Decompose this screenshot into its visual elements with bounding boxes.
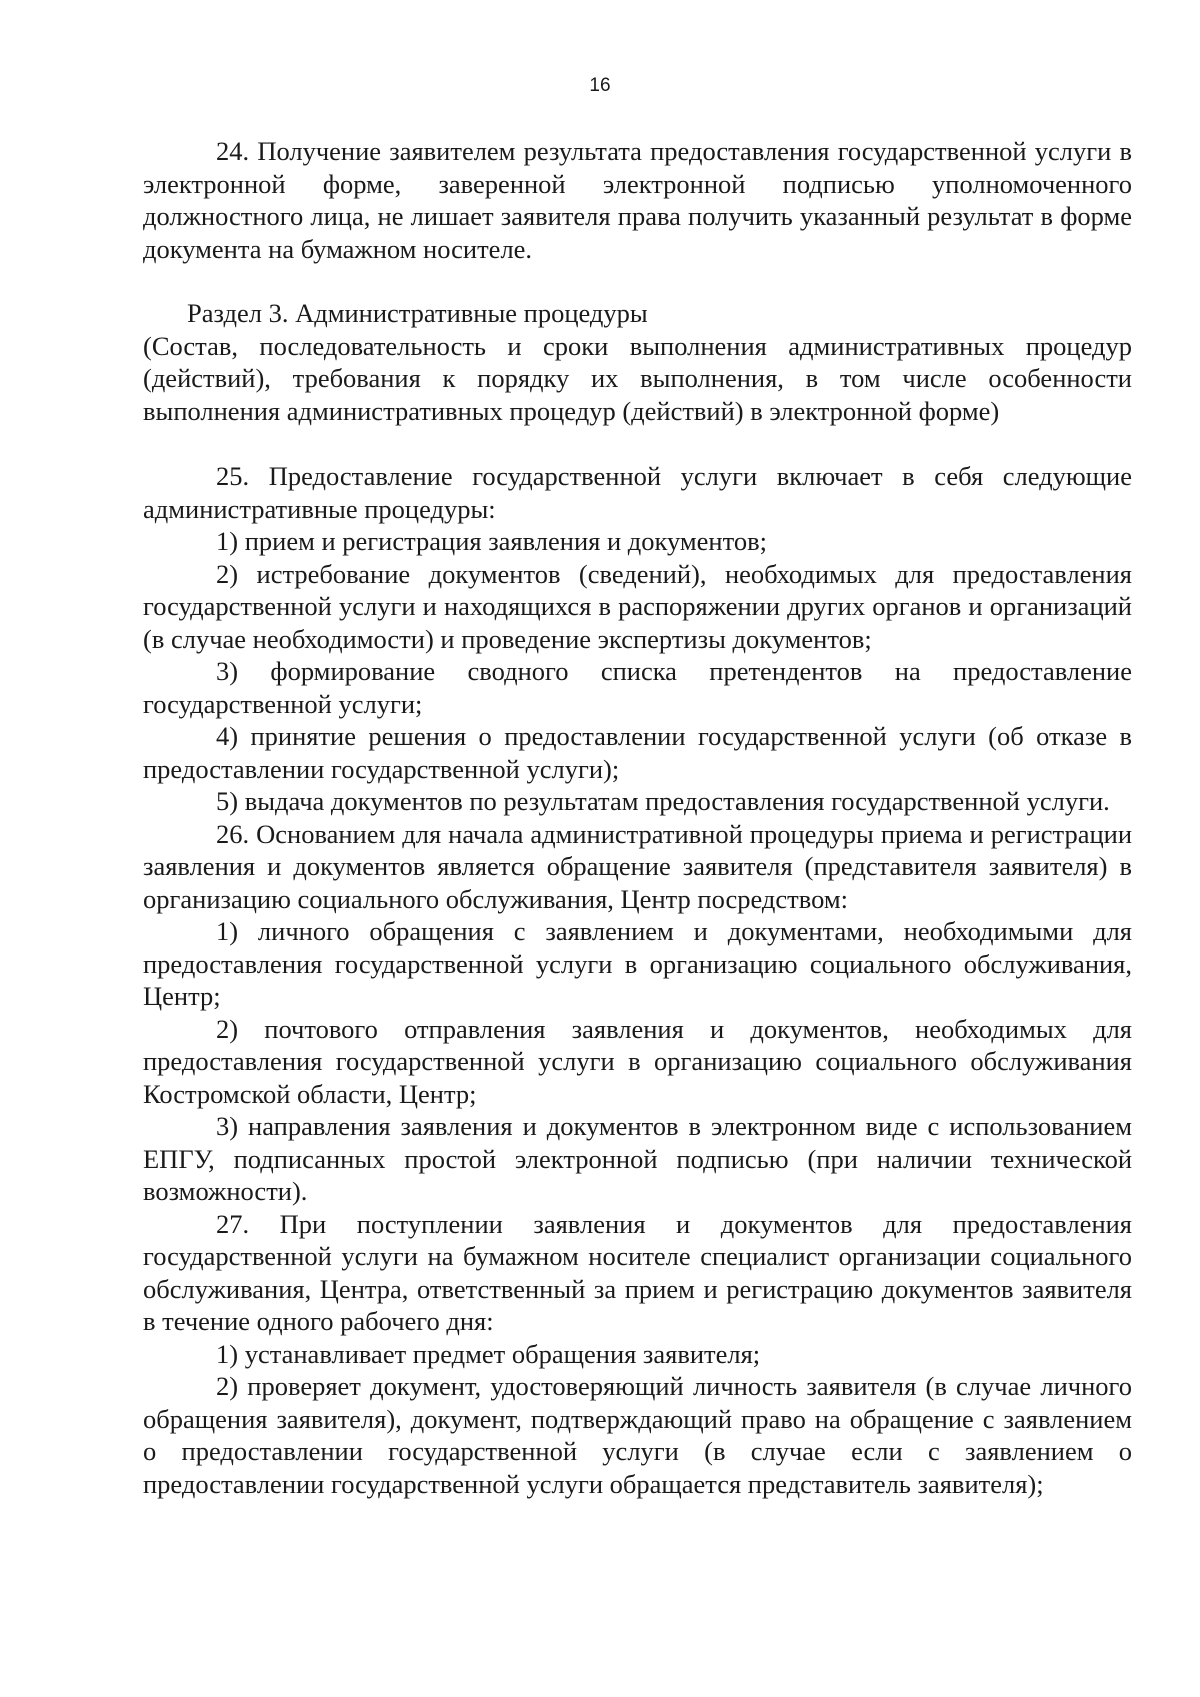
list-item: 2) почтового отправления заявления и документов, необходимых для предоставления государственной услуги в организацию социального обслуживания Костромской области, Центр;	[143, 1013, 1132, 1109]
spacer	[143, 265, 1132, 297]
list-item: 3) формирование сводного списка претендентов на предоставление государственной услуги;	[143, 656, 1132, 719]
section-subtitle: (Состав, последовательность и сроки выполнения административных процедур (действий), требования к порядку их выполнения, в том числе особенности выполнения административных процедур (действий) в электронной форме)	[143, 330, 1132, 426]
paragraph-25: 25. Предоставление государственной услуги включает в себя следующие административные процедуры:	[143, 461, 1132, 524]
list-item: 3) направления заявления и документов в электронном виде с использованием ЕПГУ, подписанных простой электронной подписью (при наличии технической возможности).	[143, 1111, 1132, 1206]
paragraph-26: 26. Основанием для начала административной процедуры приема и регистрации заявления и документов является обращение заявителя (представителя заявителя) в организацию социального обслуживания, Центр посредством:	[143, 818, 1132, 914]
list-item: 1) устанавливает предмет обращения заявителя;	[216, 1338, 761, 1369]
list-item: 2) проверяет документ, удостоверяющий личность заявителя (в случае личного обращения заявителя), документ, подтверждающий право на обращение с заявлением о предоставлении государственной услуги (в случае если с заявлением о предоставлении государственной услуги обращается представитель заявителя);	[143, 1371, 1132, 1499]
list-item: 1) прием и регистрация заявления и документов;	[216, 526, 767, 556]
list-item: 2) истребование документов (сведений), необходимых для предоставления государственной услуги и находящихся в распоряжении других органов и организаций (в случае необходимости) и проведение экспертизы документов;	[143, 558, 1132, 654]
page-number: 16	[589, 75, 611, 96]
list-item: 5) выдача документов по результатам предоставления государственной услуги.	[216, 786, 1110, 816]
paragraph-27: 27. При поступлении заявления и документов для предоставления государственной услуги на бумажном носителе специалист организации социального обслуживания, Центра, ответственный за прием и регистрацию документов заявителя в течение одного рабочего дня:	[143, 1208, 1132, 1336]
document-body	[143, 135, 1132, 1500]
section-title: Раздел 3. Административные процедуры	[187, 298, 648, 328]
paragraph-24: 24. Получение заявителем результата предоставления государственной услуги в электронной форме, заверенной электронной подписью уполномоченного должностного лица, не лишает заявителя права получить указанный результат в форме документа на бумажном носителе.	[143, 136, 1132, 264]
list-item: 4) принятие решения о предоставлении государственной услуги (об отказе в предоставлении государственной услуги);	[143, 721, 1132, 784]
spacer	[143, 427, 1132, 460]
list-item: 1) личного обращения с заявлением и документами, необходимыми для предоставления государственной услуги в организацию социального обслуживания, Центр;	[143, 916, 1132, 1011]
